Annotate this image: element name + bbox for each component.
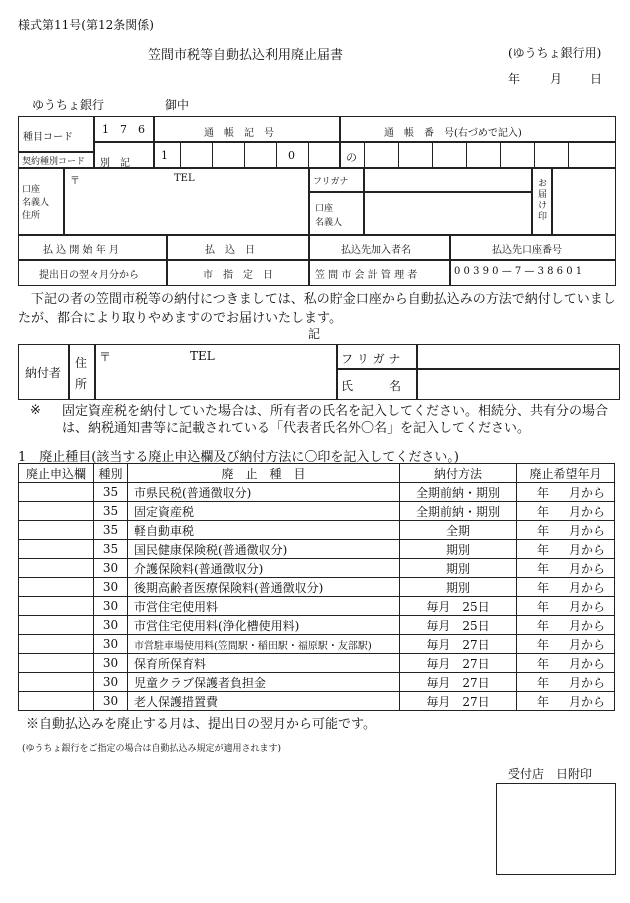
item-cell: 児童クラブ保護者負担金 (128, 673, 400, 692)
header-method: 納付方法 (400, 464, 517, 483)
item-cell: 保育所保育料 (128, 654, 400, 673)
month-year: 年 (537, 599, 550, 614)
month-cell (517, 635, 615, 654)
apply-cell[interactable] (19, 559, 94, 578)
holder-label-2: 名義人 (22, 198, 50, 208)
start-month-label-cell (18, 234, 168, 261)
apply-cell[interactable] (19, 578, 94, 597)
month-cell (517, 673, 615, 692)
item-cell: 後期高齢者医療保険料(普通徴収分) (128, 578, 400, 597)
header-month: 廃止希望年月 (517, 464, 615, 483)
table-row (19, 616, 615, 635)
method-cell: 期別 (400, 540, 517, 559)
kind-code-digit-3: 6 (138, 123, 145, 136)
kind-cell: 30 (94, 635, 128, 654)
item-cell: 市県民税(普通徴収分) (128, 483, 400, 502)
taxpayer-label: 納付者 (25, 366, 62, 380)
month-cell (517, 540, 615, 559)
account-name-label-2: 名義人 (315, 218, 343, 228)
passbook-code-first: 1 (161, 149, 168, 162)
holder-label-cell (18, 167, 65, 236)
holder-tel-label: TEL (174, 173, 195, 184)
month-from: 月から (569, 656, 606, 671)
taxpayer-addr-label-cell (68, 344, 96, 400)
payee-label-cell (308, 234, 451, 261)
payee-value-cell (308, 259, 451, 286)
item-cell: 市営住宅使用料(浄化槽使用料) (128, 616, 400, 635)
month-cell (517, 578, 615, 597)
contract-type-label: 契約種別コード (22, 157, 86, 167)
month-cell (517, 521, 615, 540)
passbook-no-label: 通 帳 番 号(右づめで記入) (384, 128, 522, 139)
separate-label: 別 記 (100, 158, 130, 169)
month-year: 年 (537, 618, 550, 633)
taxpayer-addr-label-2: 所 (75, 377, 88, 391)
payee-account-label: 払込先口座番号 (492, 245, 562, 256)
method-cell: 全期前納・期別 (400, 502, 517, 521)
taxpayer-tel-label: TEL (190, 349, 215, 363)
apply-cell[interactable] (19, 597, 94, 616)
holder-furigana-label-cell (308, 167, 365, 193)
account-name-field[interactable] (363, 191, 533, 236)
table-row (19, 597, 615, 616)
pay-day-value-cell (166, 259, 310, 286)
table-row (19, 483, 615, 502)
seal-label-cell (531, 167, 553, 236)
holder-postal-mark: 〒 (70, 176, 80, 187)
start-month-label: 払 込 開 始 年 月 (43, 245, 119, 256)
month-year: 年 (537, 561, 550, 576)
taxpayer-postal-mark: 〒 (99, 350, 112, 364)
month-from: 月から (569, 637, 606, 652)
holder-label-3: 住所 (22, 211, 41, 221)
kind-cell: 30 (94, 559, 128, 578)
kind-code-label: 種目コード (23, 132, 73, 143)
month-year: 年 (537, 504, 550, 519)
kind-cell: 35 (94, 521, 128, 540)
method-cell: 毎月 25日 (400, 616, 517, 635)
passbook-code-boxes[interactable] (153, 141, 341, 169)
month-cell (517, 616, 615, 635)
table-row (19, 578, 615, 597)
seal-label: お届け印 (536, 178, 546, 222)
month-year: 年 (537, 523, 550, 538)
account-name-label-1: 口座 (315, 204, 334, 214)
table-row (19, 540, 615, 559)
note-text: 固定資産税を納付していた場合は、所有者の氏名を記入してください。相続分、共有分の場合は、納税通知書等に記載されている「代表者氏名外〇名」を記入してください。 (62, 404, 609, 436)
month-from: 月から (569, 675, 606, 690)
kind-cell: 30 (94, 597, 128, 616)
kind-code-digit-2: 7 (120, 123, 127, 136)
method-cell: 全期 (400, 521, 517, 540)
onchu: 御中 (165, 98, 190, 112)
table-row (19, 502, 615, 521)
item-cell: 介護保険料(普通徴収分) (128, 559, 400, 578)
taxpayer-furigana-field[interactable] (416, 344, 620, 370)
payee-account-value-cell (449, 259, 616, 286)
taxpayer-name-label: 氏 名 (341, 379, 402, 393)
method-cell: 毎月 27日 (400, 654, 517, 673)
taxpayer-address-field[interactable] (94, 344, 338, 400)
table-row (19, 521, 615, 540)
item-cell: 市営駐車場使用料(笠間駅・稲田駅・福原駅・友部駅) (128, 635, 400, 654)
start-month-value: 提出日の翌々月分から (39, 270, 139, 281)
taxpayer-furigana-label-cell (336, 344, 418, 370)
kind-cell: 35 (94, 540, 128, 559)
payee-label: 払込先加入者名 (341, 245, 411, 256)
header-apply: 廃止申込欄 (19, 464, 94, 483)
month-year: 年 (537, 656, 550, 671)
payee-account-label-cell (449, 234, 616, 261)
footer-note-1: ※自動払込みを廃止する月は、提出日の翌月から可能です。 (26, 717, 376, 732)
month-cell (517, 654, 615, 673)
note-mark: ※ (30, 403, 41, 418)
passbook-no-header (339, 116, 616, 143)
taxpayer-name-label-cell (336, 368, 418, 400)
method-cell: 毎月 27日 (400, 635, 517, 654)
holder-furigana-field[interactable] (363, 167, 533, 193)
apply-cell[interactable] (19, 521, 94, 540)
month-year: 年 (537, 694, 550, 709)
month-year: 年 (537, 542, 550, 557)
payee-account-value: 0 0 3 9 0 — 7 — 3 8 6 0 1 (454, 266, 583, 277)
date-day: 日 (590, 72, 603, 86)
header-item: 廃 止 種 目 (128, 464, 400, 483)
month-cell (517, 692, 615, 711)
apply-cell[interactable] (19, 673, 94, 692)
month-from: 月から (569, 580, 606, 595)
apply-cell[interactable] (19, 635, 94, 654)
month-from: 月から (569, 542, 606, 557)
kind-cell: 35 (94, 502, 128, 521)
item-cell: 市営住宅使用料 (128, 597, 400, 616)
method-cell: 毎月 27日 (400, 692, 517, 711)
apply-cell[interactable] (19, 654, 94, 673)
form-title: 笠間市税等自動払込利用廃止届書 (148, 48, 344, 63)
pay-day-label: 払 込 日 (205, 245, 255, 256)
separate-cell (93, 141, 155, 169)
taxpayer-label-cell (18, 344, 70, 400)
method-cell: 期別 (400, 559, 517, 578)
apply-cell[interactable] (19, 692, 94, 711)
method-cell: 全期前納・期別 (400, 483, 517, 502)
abolish-items-table (18, 463, 615, 711)
month-year: 年 (537, 580, 550, 595)
start-month-value-cell (18, 259, 168, 286)
item-cell: 老人保護措置費 (128, 692, 400, 711)
form-number: 様式第11号(第12条関係) (18, 18, 154, 32)
table-row (19, 635, 615, 654)
taxpayer-furigana-label: フ リ ガ ナ (341, 352, 401, 366)
holder-address-field[interactable] (63, 167, 310, 236)
payee-value: 笠 間 市 会 計 管 理 者 (315, 270, 418, 281)
stamp-box (496, 783, 616, 875)
item-cell: 軽自動車税 (128, 521, 400, 540)
passbook-code-header (153, 116, 341, 143)
stamp-label: 受付店 日附印 (508, 767, 593, 781)
month-year: 年 (537, 637, 550, 652)
apply-cell[interactable] (19, 502, 94, 521)
method-cell: 期別 (400, 578, 517, 597)
month-from: 月から (569, 561, 606, 576)
month-from: 月から (569, 504, 606, 519)
kind-code-cell (93, 116, 155, 143)
kind-cell: 30 (94, 616, 128, 635)
header-kind: 種別 (94, 464, 128, 483)
table-row (19, 692, 615, 711)
apply-cell[interactable] (19, 616, 94, 635)
month-from: 月から (569, 694, 606, 709)
table-row (19, 673, 615, 692)
footer-note-2: (ゆうちょ銀行をご指定の場合は自動払込み規定が適用されます) (22, 744, 282, 754)
method-cell: 毎月 25日 (400, 597, 517, 616)
month-cell (517, 502, 615, 521)
apply-cell[interactable] (19, 483, 94, 502)
pay-day-label-cell (166, 234, 310, 261)
kind-cell: 35 (94, 483, 128, 502)
account-name-label-cell (308, 191, 365, 236)
date-month: 月 (550, 72, 563, 86)
kind-code-digit-1: 1 (102, 123, 109, 136)
month-from: 月から (569, 485, 606, 500)
passbook-no-boxes[interactable] (339, 141, 616, 169)
kind-cell: 30 (94, 578, 128, 597)
method-cell: 毎月 27日 (400, 673, 517, 692)
kind-code-label-cell (18, 116, 95, 153)
month-from: 月から (569, 523, 606, 538)
month-year: 年 (537, 485, 550, 500)
passbook-code-label: 通 帳 記 号 (204, 128, 274, 139)
kind-cell: 30 (94, 692, 128, 711)
section-title: 1 廃止種目(該当する廃止申込欄及び納付方法に〇印を記入してください。) (18, 450, 459, 465)
table-header-row (19, 464, 615, 483)
holder-label-1: 口座 (22, 185, 41, 195)
date-year: 年 (508, 72, 521, 86)
taxpayer-name-field[interactable] (416, 368, 620, 400)
holder-furigana-label: フリガナ (313, 177, 349, 187)
item-cell: 固定資産税 (128, 502, 400, 521)
month-from: 月から (569, 599, 606, 614)
table-row (19, 654, 615, 673)
month-cell (517, 483, 615, 502)
month-cell (517, 597, 615, 616)
apply-cell[interactable] (19, 540, 94, 559)
month-from: 月から (569, 618, 606, 633)
month-cell (517, 559, 615, 578)
statement-text: 下記の者の笠間市税等の納付につきましては、私の貯金口座から自動払込みの方法で納付していましたが、都合により取りやめますのでお届けいたします。 (18, 292, 616, 326)
ki-label: 記 (308, 327, 321, 341)
item-cell: 国民健康保険税(普通徴収分) (128, 540, 400, 559)
kind-cell: 30 (94, 673, 128, 692)
taxpayer-addr-label-1: 住 (75, 356, 88, 370)
table-row (19, 559, 615, 578)
kind-cell: 30 (94, 654, 128, 673)
bank-name: ゆうちょ銀行 (32, 98, 105, 112)
pay-day-value: 市 指 定 日 (203, 270, 273, 281)
no-label: の (346, 151, 357, 164)
seal-field[interactable] (551, 167, 616, 236)
month-year: 年 (537, 675, 550, 690)
passbook-code-last: 0 (288, 149, 295, 162)
bank-use-label: (ゆうちょ銀行用) (508, 46, 602, 60)
